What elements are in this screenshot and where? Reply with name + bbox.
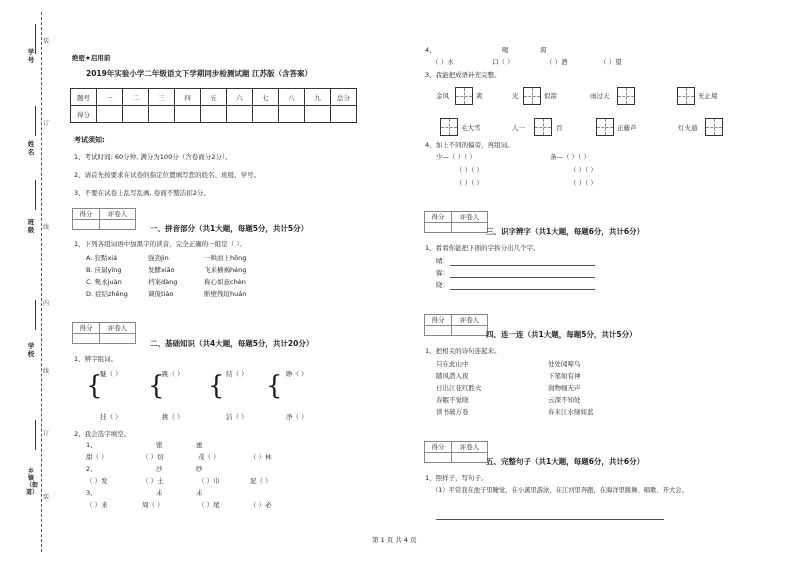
fill-blank: （ ）切 <box>142 453 164 461</box>
score-box <box>424 314 488 336</box>
idiom-part: 毛大雪 <box>461 124 481 132</box>
score-header-cell: 六 <box>227 89 253 106</box>
choice-char: 沙 <box>156 465 163 473</box>
fill-blank: 泥（ ） <box>250 477 272 485</box>
choice-char: 蜜 <box>196 441 203 449</box>
option-text: 断壁残垣huán <box>204 290 247 298</box>
fill-blank: （ ）发 <box>86 477 108 485</box>
group-number: 1、 <box>86 441 97 449</box>
section-3-header: 三、识字辨字（共1大题，每题6分，共计6分） <box>486 227 645 236</box>
margin-underline <box>35 180 36 210</box>
score-box <box>72 208 136 230</box>
section-5-header: 五、完整句子（共1大题，每题6分，共计6分） <box>486 457 645 466</box>
poem-line-right[interactable]: 润物细无声 <box>548 384 581 392</box>
choice-char: 未 <box>156 489 163 497</box>
idiom-part: 人一 <box>512 124 525 132</box>
margin-label-student-id: 学号 <box>27 48 35 64</box>
score-header-cell: 一 <box>97 89 123 106</box>
notice-item: 2、请首先按要求在试卷的指定位置填写您的姓名、班级、学号。 <box>74 171 261 179</box>
margin-tick: 订 <box>43 120 50 127</box>
grader-label: 评卷人 <box>100 323 135 334</box>
score-cell[interactable] <box>331 106 357 123</box>
margin-underline <box>35 420 36 450</box>
score-header-cell: 七 <box>253 89 279 106</box>
score-cell[interactable] <box>305 106 331 123</box>
radical-blank: （ ）（ ） <box>456 166 483 174</box>
fill-blank: 茂（ ） <box>198 453 220 461</box>
idiom-part: 光 <box>512 92 519 100</box>
margin-tick: 装 <box>43 494 50 501</box>
score-box <box>424 441 488 463</box>
score-header-cell: 题号 <box>71 89 97 106</box>
question-text: 1、把相关的诗句连起来。 <box>425 347 501 355</box>
tian-grid-box[interactable] <box>455 87 473 105</box>
radical-blank: （ ）（ ） <box>570 166 597 174</box>
score-header-cell: 总分 <box>331 89 357 106</box>
idiom-part: 无止境 <box>698 92 718 100</box>
radical-blank: （ ）（ ） <box>570 179 597 187</box>
score-header-cell: 二 <box>123 89 149 106</box>
idiom-part: 百 <box>556 124 563 132</box>
score-box <box>424 211 488 233</box>
notice-item: 3、不要在试卷上乱写乱画, 卷面不整洁扣2分。 <box>74 189 210 197</box>
choice-char: 渴 <box>540 46 547 54</box>
poem-line-left[interactable]: 春眠不觉晓 <box>436 396 469 404</box>
score-cell[interactable] <box>227 106 253 123</box>
word-pair-top: 魅（ ） <box>100 370 122 378</box>
score-cell[interactable] <box>201 106 227 123</box>
char-label: 躲： <box>436 269 449 277</box>
score-box-label: 得分 <box>425 442 452 453</box>
fill-blank: （ ）土 <box>142 477 164 485</box>
option-text: 发酵xiāo <box>148 266 175 274</box>
score-header-cell: 九 <box>305 89 331 106</box>
margin-tick: 装 <box>43 38 50 45</box>
radical-blank: 条—（ ）（ ） <box>550 153 590 161</box>
margin-label-school: 学校 <box>27 342 35 358</box>
poem-line-left[interactable]: 读书破万卷 <box>436 408 469 416</box>
score-cell[interactable] <box>175 106 201 123</box>
choice-char: 纱 <box>196 465 203 473</box>
word-pair-bottom: 挑（ ） <box>162 413 184 421</box>
answer-line[interactable] <box>436 519 664 520</box>
brace-icon: { <box>148 371 165 401</box>
idiom-part: 雨过天 <box>590 92 610 100</box>
option-text: 飞来横祸héng <box>204 266 247 274</box>
idiom-part: 正藤芦 <box>617 124 637 132</box>
option-text: 称心如意chèn <box>204 278 246 286</box>
notice-item: 1、考试时间: 60分钟, 满分为100分（含卷面分2分）。 <box>74 153 232 161</box>
option-text: A. 狡黠xiá <box>86 254 118 262</box>
fill-blank: （ ）必 <box>250 501 272 509</box>
section-1-header: 一、拼音部分（共1大题，每题5分，共计5分） <box>150 224 309 233</box>
score-header-cell: 五 <box>201 89 227 106</box>
notice-title: 考试须知: <box>74 136 105 144</box>
answer-line[interactable] <box>450 277 595 278</box>
score-cell[interactable] <box>279 106 305 123</box>
score-cell[interactable] <box>97 106 123 123</box>
choice-char: 末 <box>196 489 203 497</box>
example-sentence: （1）平常我在池子里睡觉，在小溪里游泳，在江河里奔跑，在海洋里跳舞、唱歌、开大会。 <box>432 487 688 494</box>
tian-grid-box[interactable] <box>440 118 458 136</box>
page-title: 2019年实验小学二年级语文下学期同步检测试题 江苏版（含答案） <box>86 69 312 78</box>
margin-underline <box>35 300 36 330</box>
radical-blank: 少—（ ）（ ） <box>436 153 476 161</box>
word-pair-top: 跳（ ） <box>162 370 184 378</box>
tian-grid-box[interactable] <box>617 87 635 105</box>
option-text: 一哄而上hōng <box>204 254 247 262</box>
question-text: 1、辨字组词。 <box>74 355 118 363</box>
word-pair-bottom: 洁（ ） <box>226 413 248 421</box>
poem-line-left[interactable]: 日出江花红胜火 <box>436 384 482 392</box>
score-box-label: 得分 <box>425 315 452 326</box>
score-box-blank <box>425 453 452 462</box>
margin-label-name: 姓名 <box>27 140 35 156</box>
poem-line-right[interactable]: 处处闻啼鸟 <box>548 360 581 368</box>
question-text: 1、看看你能把下面的字拆分出几个字。 <box>425 244 540 252</box>
score-cell[interactable] <box>123 106 149 123</box>
word-pair-top: 睁（ ） <box>286 370 308 378</box>
score-cell[interactable] <box>253 106 279 123</box>
score-table <box>70 88 357 123</box>
brace-icon: { <box>266 371 283 401</box>
section-2-header: 二、基础知识（共4大题，每题5分，共计20分） <box>150 339 314 348</box>
fill-blank: （ ）巾 <box>198 477 220 485</box>
idiom-part: 灯火通 <box>678 124 698 132</box>
margin-tick: 订 <box>43 430 50 437</box>
binding-line <box>41 12 42 552</box>
answer-line[interactable] <box>450 265 595 266</box>
choice-char: 密 <box>156 441 163 449</box>
fill-blank: 周（ ） <box>142 501 164 509</box>
tian-grid-box[interactable] <box>677 87 695 105</box>
question-text: 4、加上不同的偏旁，再组词。 <box>425 141 514 149</box>
word-pair-bottom: 挂（ ） <box>100 413 122 421</box>
option-text: 强劲jìn <box>148 254 169 262</box>
grader-label: 评卷人 <box>452 212 487 223</box>
score-box <box>72 322 136 344</box>
fill-blank: （ ）酒 <box>546 58 568 66</box>
word-pair-top: 结（ ） <box>226 370 248 378</box>
fill-blank: （ ）来 <box>86 501 108 509</box>
option-text: D. 症结zhēng <box>86 290 128 298</box>
char-label: 晓： <box>436 281 449 289</box>
option-text: B. 应届yīng <box>86 266 122 274</box>
group-number: 3、 <box>86 489 97 497</box>
option-text: C. 隽永juàn <box>86 278 122 286</box>
margin-underline <box>35 24 36 54</box>
secret-label: 绝密★启用前 <box>72 54 111 62</box>
score-header-cell: 三 <box>149 89 175 106</box>
tian-grid-box[interactable] <box>705 118 723 136</box>
choice-char: 喝 <box>502 46 509 54</box>
margin-tick: 线 <box>43 368 50 375</box>
idiom-part: 似箭 <box>544 92 557 100</box>
score-box-blank <box>73 334 100 343</box>
grader-label: 评卷人 <box>100 209 135 220</box>
idiom-part: 爽 <box>476 92 483 100</box>
margin-tick: 线 <box>43 224 50 231</box>
tian-grid-box[interactable] <box>534 118 552 136</box>
page-footer: 第 1 页 共 4 页 <box>372 536 417 544</box>
fill-blank: （ ）林 <box>250 453 272 461</box>
question-text: 2、我会选字填空。 <box>74 430 131 438</box>
question-text: 1、照样子，写句子。 <box>425 474 488 482</box>
score-header-cell: 八 <box>279 89 305 106</box>
score-box-blank <box>425 223 452 232</box>
margin-label-town: 乡镇（街道） <box>26 468 39 496</box>
score-box-label: 得分 <box>73 209 100 220</box>
poem-line-right[interactable]: 春来江水绿如蓝 <box>548 408 594 416</box>
fill-blank: （ ）望 <box>600 58 622 66</box>
question-text: 1、下列各组词语中加黑字的读音，完全正确的一组是（ ）。 <box>74 240 246 248</box>
score-header-cell: 四 <box>175 89 201 106</box>
poem-line-left[interactable]: 随风潜入夜 <box>436 372 469 380</box>
idiom-part: 金风 <box>436 92 449 100</box>
word-pair-bottom: 净（ ） <box>286 413 308 421</box>
score-box-blank <box>73 220 100 229</box>
fill-blank: 甜（ ） <box>86 453 108 461</box>
score-box-label: 得分 <box>73 323 100 334</box>
brace-icon: { <box>86 371 103 401</box>
margin-label-class: 班级 <box>27 218 35 234</box>
grader-label: 评卷人 <box>452 315 487 326</box>
brace-icon: { <box>208 371 225 401</box>
option-text: 档案dàng <box>148 278 178 286</box>
margin-tick: 内 <box>43 300 50 307</box>
fill-blank: 口（ ） <box>492 58 514 66</box>
score-box-blank <box>425 326 452 335</box>
score-row-label: 得分 <box>71 106 97 123</box>
score-box-label: 得分 <box>425 212 452 223</box>
tian-grid-box[interactable] <box>523 87 541 105</box>
question-text: 3、我能把成语补充完整。 <box>425 71 501 79</box>
char-label: 晴： <box>436 257 449 265</box>
margin-underline <box>35 106 36 136</box>
fill-blank: （ ）水 <box>432 58 454 66</box>
grader-label: 评卷人 <box>452 442 487 453</box>
poem-line-right[interactable]: 下笔如有神 <box>548 372 581 380</box>
poem-line-left[interactable]: 只在此山中 <box>436 360 469 368</box>
question-number: 4、 <box>425 46 436 54</box>
tian-grid-box[interactable] <box>596 118 614 136</box>
score-cell[interactable] <box>149 106 175 123</box>
option-text: 调侃tiáo <box>148 290 174 298</box>
fill-blank: （ ）尾 <box>198 501 220 509</box>
group-number: 2、 <box>86 465 97 473</box>
answer-line[interactable] <box>450 289 595 290</box>
poem-line-right[interactable]: 云深不知处 <box>548 396 581 404</box>
section-4-header: 四、连一连（共1大题，每题5分，共计5分） <box>486 330 637 339</box>
radical-blank: （ ）（ ） <box>456 179 483 187</box>
